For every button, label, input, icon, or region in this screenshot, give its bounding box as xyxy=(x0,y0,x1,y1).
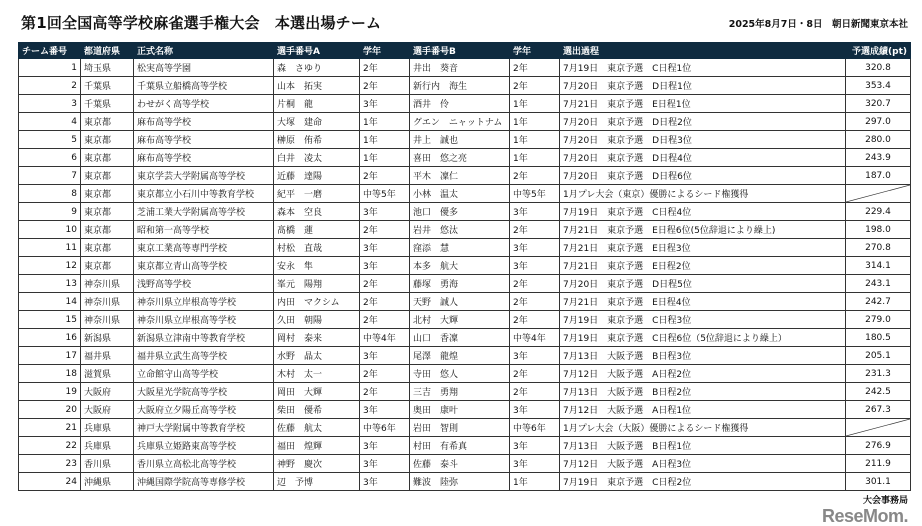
cell-team-number: 7 xyxy=(19,167,81,185)
cell-player-a: 紀平 一磨 xyxy=(274,185,360,203)
cell-selection-process: 7月19日 東京予選 C日程1位 xyxy=(560,59,846,77)
table-row xyxy=(19,113,911,131)
cell-team-number: 10 xyxy=(19,221,81,239)
cell-qualifying-score xyxy=(846,185,911,203)
table-row xyxy=(19,59,911,77)
cell-school-name: 香川県立高松北高等学校 xyxy=(134,455,274,473)
header-team-number: チーム番号 xyxy=(19,43,81,59)
cell-player-a: 髙橋 蓮 xyxy=(274,221,360,239)
cell-player-b: 喜田 悠之亮 xyxy=(410,149,510,167)
team-table xyxy=(18,42,911,491)
cell-grade-a: 2年 xyxy=(360,311,410,329)
cell-qualifying-score: 229.4 xyxy=(846,203,911,221)
cell-grade-b: 3年 xyxy=(510,203,560,221)
cell-grade-a: 2年 xyxy=(360,365,410,383)
cell-school-name: 沖縄国際学院高等専修学校 xyxy=(134,473,274,491)
cell-grade-a: 3年 xyxy=(360,473,410,491)
cell-prefecture: 福井県 xyxy=(81,347,134,365)
cell-player-b: 井出 葵音 xyxy=(410,59,510,77)
cell-prefecture: 神奈川県 xyxy=(81,311,134,329)
header-qualifying-score: 予選成績(pt) xyxy=(846,43,911,59)
cell-grade-b: 2年 xyxy=(510,77,560,95)
cell-selection-process: 7月20日 東京予選 D日程4位 xyxy=(560,149,846,167)
cell-qualifying-score: 243.9 xyxy=(846,149,911,167)
cell-player-b: グエン ニャットナム xyxy=(410,113,510,131)
table-header-row xyxy=(19,43,911,59)
cell-school-name: 東京工業高等専門学校 xyxy=(134,239,274,257)
table-row xyxy=(19,347,911,365)
cell-prefecture: 東京都 xyxy=(81,203,134,221)
cell-team-number: 3 xyxy=(19,95,81,113)
cell-qualifying-score: 243.1 xyxy=(846,275,911,293)
cell-prefecture: 大阪府 xyxy=(81,401,134,419)
cell-school-name: 福井県立武生高等学校 xyxy=(134,347,274,365)
cell-player-b: 山口 香凜 xyxy=(410,329,510,347)
cell-player-b: 井上 誠也 xyxy=(410,131,510,149)
cell-team-number: 12 xyxy=(19,257,81,275)
cell-player-b: 藤塚 勇海 xyxy=(410,275,510,293)
cell-selection-process: 7月21日 東京予選 E日程2位 xyxy=(560,257,846,275)
cell-grade-b: 3年 xyxy=(510,239,560,257)
cell-team-number: 18 xyxy=(19,365,81,383)
cell-player-a: 柴田 優希 xyxy=(274,401,360,419)
cell-qualifying-score: 301.1 xyxy=(846,473,911,491)
cell-team-number: 11 xyxy=(19,239,81,257)
cell-school-name: 神奈川県立岸根高等学校 xyxy=(134,293,274,311)
table-row xyxy=(19,239,911,257)
header-player-a: 選手番号A xyxy=(274,43,360,59)
cell-grade-b: 1年 xyxy=(510,473,560,491)
cell-grade-b: 3年 xyxy=(510,455,560,473)
table-row xyxy=(19,311,911,329)
cell-team-number: 19 xyxy=(19,383,81,401)
cell-player-a: 木村 太一 xyxy=(274,365,360,383)
cell-prefecture: 香川県 xyxy=(81,455,134,473)
cell-qualifying-score: 231.3 xyxy=(846,365,911,383)
cell-qualifying-score: 205.1 xyxy=(846,347,911,365)
cell-school-name: 東京都立小石川中等教育学校 xyxy=(134,185,274,203)
cell-grade-b: 3年 xyxy=(510,401,560,419)
cell-prefecture: 兵庫県 xyxy=(81,419,134,437)
cell-school-name: 東京都立青山高等学校 xyxy=(134,257,274,275)
cell-prefecture: 東京都 xyxy=(81,149,134,167)
cell-selection-process: 7月13日 大阪予選 B日程2位 xyxy=(560,383,846,401)
table-row xyxy=(19,383,911,401)
cell-selection-process: 7月21日 東京予選 E日程3位 xyxy=(560,239,846,257)
cell-player-a: 森本 空良 xyxy=(274,203,360,221)
cell-grade-b: 2年 xyxy=(510,293,560,311)
cell-player-b: 酒井 伶 xyxy=(410,95,510,113)
cell-school-name: 芝浦工業大学附属高等学校 xyxy=(134,203,274,221)
cell-selection-process: 7月13日 大阪予選 B日程3位 xyxy=(560,347,846,365)
cell-school-name: 松実高等学園 xyxy=(134,59,274,77)
cell-team-number: 14 xyxy=(19,293,81,311)
cell-grade-b: 1年 xyxy=(510,149,560,167)
cell-qualifying-score: 242.7 xyxy=(846,293,911,311)
cell-qualifying-score: 276.9 xyxy=(846,437,911,455)
cell-player-a: 内田 マクシム xyxy=(274,293,360,311)
table-row xyxy=(19,257,911,275)
cell-grade-a: 2年 xyxy=(360,59,410,77)
cell-prefecture: 神奈川県 xyxy=(81,293,134,311)
cell-player-b: 奥田 康叶 xyxy=(410,401,510,419)
cell-qualifying-score: 187.0 xyxy=(846,167,911,185)
cell-selection-process: 7月13日 大阪予選 B日程1位 xyxy=(560,437,846,455)
cell-team-number: 1 xyxy=(19,59,81,77)
cell-grade-b: 2年 xyxy=(510,221,560,239)
cell-prefecture: 東京都 xyxy=(81,257,134,275)
cell-player-a: 白井 凌太 xyxy=(274,149,360,167)
cell-team-number: 5 xyxy=(19,131,81,149)
cell-prefecture: 東京都 xyxy=(81,113,134,131)
cell-grade-a: 3年 xyxy=(360,455,410,473)
cell-prefecture: 新潟県 xyxy=(81,329,134,347)
table-row xyxy=(19,221,911,239)
cell-player-a: 近藤 達陽 xyxy=(274,167,360,185)
cell-selection-process: 7月20日 東京予選 D日程2位 xyxy=(560,113,846,131)
cell-grade-a: 中等4年 xyxy=(360,329,410,347)
cell-grade-b: 1年 xyxy=(510,131,560,149)
cell-school-name: 立命館守山高等学校 xyxy=(134,365,274,383)
cell-player-b: 三吉 勇翔 xyxy=(410,383,510,401)
cell-grade-b: 1年 xyxy=(510,113,560,131)
cell-selection-process: 7月12日 大阪予選 A日程3位 xyxy=(560,455,846,473)
cell-grade-a: 2年 xyxy=(360,167,410,185)
cell-selection-process: 7月19日 東京予選 C日程3位 xyxy=(560,311,846,329)
cell-team-number: 4 xyxy=(19,113,81,131)
cell-team-number: 2 xyxy=(19,77,81,95)
cell-player-b: 本多 航大 xyxy=(410,257,510,275)
cell-selection-process: 7月19日 東京予選 C日程4位 xyxy=(560,203,846,221)
cell-team-number: 17 xyxy=(19,347,81,365)
cell-player-a: 佐藤 航太 xyxy=(274,419,360,437)
cell-selection-process: 7月21日 東京予選 E日程1位 xyxy=(560,95,846,113)
cell-grade-b: 2年 xyxy=(510,167,560,185)
cell-team-number: 6 xyxy=(19,149,81,167)
cell-grade-b: 2年 xyxy=(510,311,560,329)
cell-qualifying-score: 242.5 xyxy=(846,383,911,401)
cell-team-number: 15 xyxy=(19,311,81,329)
table-row xyxy=(19,473,911,491)
cell-school-name: 神奈川県立岸根高等学校 xyxy=(134,311,274,329)
cell-player-b: 池口 優多 xyxy=(410,203,510,221)
cell-prefecture: 大阪府 xyxy=(81,383,134,401)
table-row xyxy=(19,455,911,473)
cell-player-a: 片桐 龍 xyxy=(274,95,360,113)
table-row xyxy=(19,365,911,383)
header-selection-process: 選出過程 xyxy=(560,43,846,59)
cell-player-a: 安永 隼 xyxy=(274,257,360,275)
cell-qualifying-score: 211.9 xyxy=(846,455,911,473)
cell-school-name: わせがく高等学校 xyxy=(134,95,274,113)
table-row xyxy=(19,293,911,311)
cell-selection-process: 7月19日 東京予選 C日程6位（5位辞退により繰上） xyxy=(560,329,846,347)
cell-player-b: 岩田 智則 xyxy=(410,419,510,437)
cell-grade-b: 3年 xyxy=(510,347,560,365)
page-title: 第1回全国高等学校麻雀選手権大会 本選出場チーム xyxy=(21,14,382,32)
cell-grade-a: 1年 xyxy=(360,149,410,167)
cell-school-name: 麻布高等学校 xyxy=(134,131,274,149)
table-row xyxy=(19,95,911,113)
cell-grade-b: 1年 xyxy=(510,95,560,113)
cell-grade-b: 2年 xyxy=(510,383,560,401)
cell-prefecture: 兵庫県 xyxy=(81,437,134,455)
cell-player-a: 水野 晶太 xyxy=(274,347,360,365)
cell-qualifying-score: 280.0 xyxy=(846,131,911,149)
cell-prefecture: 滋賀県 xyxy=(81,365,134,383)
cell-school-name: 新潟県立津南中等教育学校 xyxy=(134,329,274,347)
cell-selection-process: 7月20日 東京予選 D日程3位 xyxy=(560,131,846,149)
cell-player-b: 平木 凜仁 xyxy=(410,167,510,185)
cell-player-b: 天野 誠人 xyxy=(410,293,510,311)
cell-grade-a: 2年 xyxy=(360,77,410,95)
cell-player-b: 寺田 悠人 xyxy=(410,365,510,383)
cell-qualifying-score: 180.5 xyxy=(846,329,911,347)
cell-player-a: 山本 拓実 xyxy=(274,77,360,95)
cell-prefecture: 東京都 xyxy=(81,221,134,239)
cell-school-name: 昭和第一高等学校 xyxy=(134,221,274,239)
cell-selection-process: 7月20日 東京予選 D日程5位 xyxy=(560,275,846,293)
cell-prefecture: 沖縄県 xyxy=(81,473,134,491)
table-row xyxy=(19,167,911,185)
cell-team-number: 23 xyxy=(19,455,81,473)
header-grade-a: 学年 xyxy=(360,43,410,59)
cell-prefecture: 東京都 xyxy=(81,167,134,185)
cell-selection-process: 1月プレ大会（東京）優勝によるシード権獲得 xyxy=(560,185,846,203)
cell-grade-a: 3年 xyxy=(360,437,410,455)
cell-prefecture: 神奈川県 xyxy=(81,275,134,293)
cell-team-number: 20 xyxy=(19,401,81,419)
cell-grade-a: 2年 xyxy=(360,221,410,239)
header-player-b: 選手番号B xyxy=(410,43,510,59)
table-row xyxy=(19,203,911,221)
cell-grade-b: 中等6年 xyxy=(510,419,560,437)
table-row xyxy=(19,149,911,167)
cell-player-a: 辺 予博 xyxy=(274,473,360,491)
cell-player-a: 神野 慶次 xyxy=(274,455,360,473)
cell-grade-a: 2年 xyxy=(360,383,410,401)
cell-qualifying-score: 267.3 xyxy=(846,401,911,419)
cell-team-number: 21 xyxy=(19,419,81,437)
cell-grade-a: 3年 xyxy=(360,203,410,221)
cell-selection-process: 7月21日 東京予選 E日程6位(5位辞退により繰上) xyxy=(560,221,846,239)
cell-qualifying-score: 297.0 xyxy=(846,113,911,131)
no-score-diagonal xyxy=(846,185,910,202)
cell-grade-a: 3年 xyxy=(360,401,410,419)
cell-prefecture: 東京都 xyxy=(81,185,134,203)
cell-qualifying-score: 320.7 xyxy=(846,95,911,113)
cell-player-b: 新行内 海生 xyxy=(410,77,510,95)
cell-qualifying-score: 270.8 xyxy=(846,239,911,257)
cell-school-name: 神戸大学附属中等教育学校 xyxy=(134,419,274,437)
cell-school-name: 麻布高等学校 xyxy=(134,149,274,167)
cell-grade-b: 中等4年 xyxy=(510,329,560,347)
cell-prefecture: 千葉県 xyxy=(81,77,134,95)
organizer-label: 大会事務局 xyxy=(862,496,908,506)
event-date-location: 2025年8月7日・8日 朝日新聞東京本社 xyxy=(728,19,908,30)
cell-prefecture: 東京都 xyxy=(81,131,134,149)
cell-school-name: 浅野高等学校 xyxy=(134,275,274,293)
cell-player-b: 岩井 悠汰 xyxy=(410,221,510,239)
cell-selection-process: 7月12日 大阪予選 A日程1位 xyxy=(560,401,846,419)
cell-school-name: 東京学芸大学附属高等学校 xyxy=(134,167,274,185)
cell-qualifying-score: 314.1 xyxy=(846,257,911,275)
cell-grade-b: 2年 xyxy=(510,365,560,383)
watermark-logo: ReseMom. xyxy=(821,506,908,526)
cell-grade-b: 3年 xyxy=(510,437,560,455)
cell-grade-a: 3年 xyxy=(360,95,410,113)
cell-grade-a: 中等6年 xyxy=(360,419,410,437)
cell-grade-a: 3年 xyxy=(360,257,410,275)
cell-grade-a: 2年 xyxy=(360,275,410,293)
no-score-diagonal xyxy=(846,419,910,436)
cell-team-number: 13 xyxy=(19,275,81,293)
table-row xyxy=(19,437,911,455)
cell-school-name: 大阪府立夕陽丘高等学校 xyxy=(134,401,274,419)
table-row xyxy=(19,77,911,95)
cell-qualifying-score: 320.8 xyxy=(846,59,911,77)
cell-prefecture: 千葉県 xyxy=(81,95,134,113)
cell-player-a: 岡田 大輝 xyxy=(274,383,360,401)
cell-player-b: 佐藤 泰斗 xyxy=(410,455,510,473)
cell-player-b: 窪添 慧 xyxy=(410,239,510,257)
cell-grade-a: 1年 xyxy=(360,113,410,131)
cell-qualifying-score: 279.0 xyxy=(846,311,911,329)
cell-team-number: 16 xyxy=(19,329,81,347)
cell-selection-process: 7月20日 東京予選 D日程1位 xyxy=(560,77,846,95)
cell-player-a: 久田 朝陽 xyxy=(274,311,360,329)
cell-grade-a: 中等5年 xyxy=(360,185,410,203)
cell-grade-a: 3年 xyxy=(360,239,410,257)
table-row xyxy=(19,185,911,203)
table-row xyxy=(19,131,911,149)
table-row xyxy=(19,401,911,419)
cell-player-b: 尾澤 龍煌 xyxy=(410,347,510,365)
cell-qualifying-score: 353.4 xyxy=(846,77,911,95)
cell-selection-process: 7月20日 東京予選 D日程6位 xyxy=(560,167,846,185)
cell-school-name: 千葉県立船橋高等学校 xyxy=(134,77,274,95)
cell-player-a: 福田 煌輝 xyxy=(274,437,360,455)
cell-player-b: 北村 大輝 xyxy=(410,311,510,329)
cell-grade-b: 2年 xyxy=(510,275,560,293)
cell-player-a: 岡村 泰来 xyxy=(274,329,360,347)
header-prefecture: 都道府県 xyxy=(81,43,134,59)
table-row xyxy=(19,275,911,293)
cell-selection-process: 7月12日 大阪予選 A日程2位 xyxy=(560,365,846,383)
cell-player-a: 大塚 建命 xyxy=(274,113,360,131)
cell-selection-process: 1月プレ大会（大阪）優勝によるシード権獲得 xyxy=(560,419,846,437)
cell-player-b: 村田 有希真 xyxy=(410,437,510,455)
cell-player-b: 小林 温太 xyxy=(410,185,510,203)
cell-team-number: 22 xyxy=(19,437,81,455)
cell-grade-b: 3年 xyxy=(510,257,560,275)
header-school-name: 正式名称 xyxy=(134,43,274,59)
cell-team-number: 8 xyxy=(19,185,81,203)
cell-team-number: 9 xyxy=(19,203,81,221)
cell-player-b: 難波 陸弥 xyxy=(410,473,510,491)
cell-school-name: 大阪星光学院高等学校 xyxy=(134,383,274,401)
cell-grade-b: 中等5年 xyxy=(510,185,560,203)
cell-player-a: 峯元 陽翔 xyxy=(274,275,360,293)
cell-grade-a: 3年 xyxy=(360,347,410,365)
cell-qualifying-score xyxy=(846,419,911,437)
cell-grade-a: 1年 xyxy=(360,131,410,149)
cell-prefecture: 東京都 xyxy=(81,239,134,257)
cell-grade-a: 2年 xyxy=(360,293,410,311)
cell-team-number: 24 xyxy=(19,473,81,491)
table-row xyxy=(19,419,911,437)
cell-school-name: 兵庫県立姫路東高等学校 xyxy=(134,437,274,455)
header-grade-b: 学年 xyxy=(510,43,560,59)
cell-school-name: 麻布高等学校 xyxy=(134,113,274,131)
cell-player-a: 森 さゆり xyxy=(274,59,360,77)
cell-selection-process: 7月19日 東京予選 C日程2位 xyxy=(560,473,846,491)
cell-grade-b: 2年 xyxy=(510,59,560,77)
cell-player-a: 榊原 侑希 xyxy=(274,131,360,149)
table-row xyxy=(19,329,911,347)
cell-player-a: 村松 直哉 xyxy=(274,239,360,257)
cell-qualifying-score: 198.0 xyxy=(846,221,911,239)
cell-prefecture: 埼玉県 xyxy=(81,59,134,77)
cell-selection-process: 7月21日 東京予選 E日程4位 xyxy=(560,293,846,311)
